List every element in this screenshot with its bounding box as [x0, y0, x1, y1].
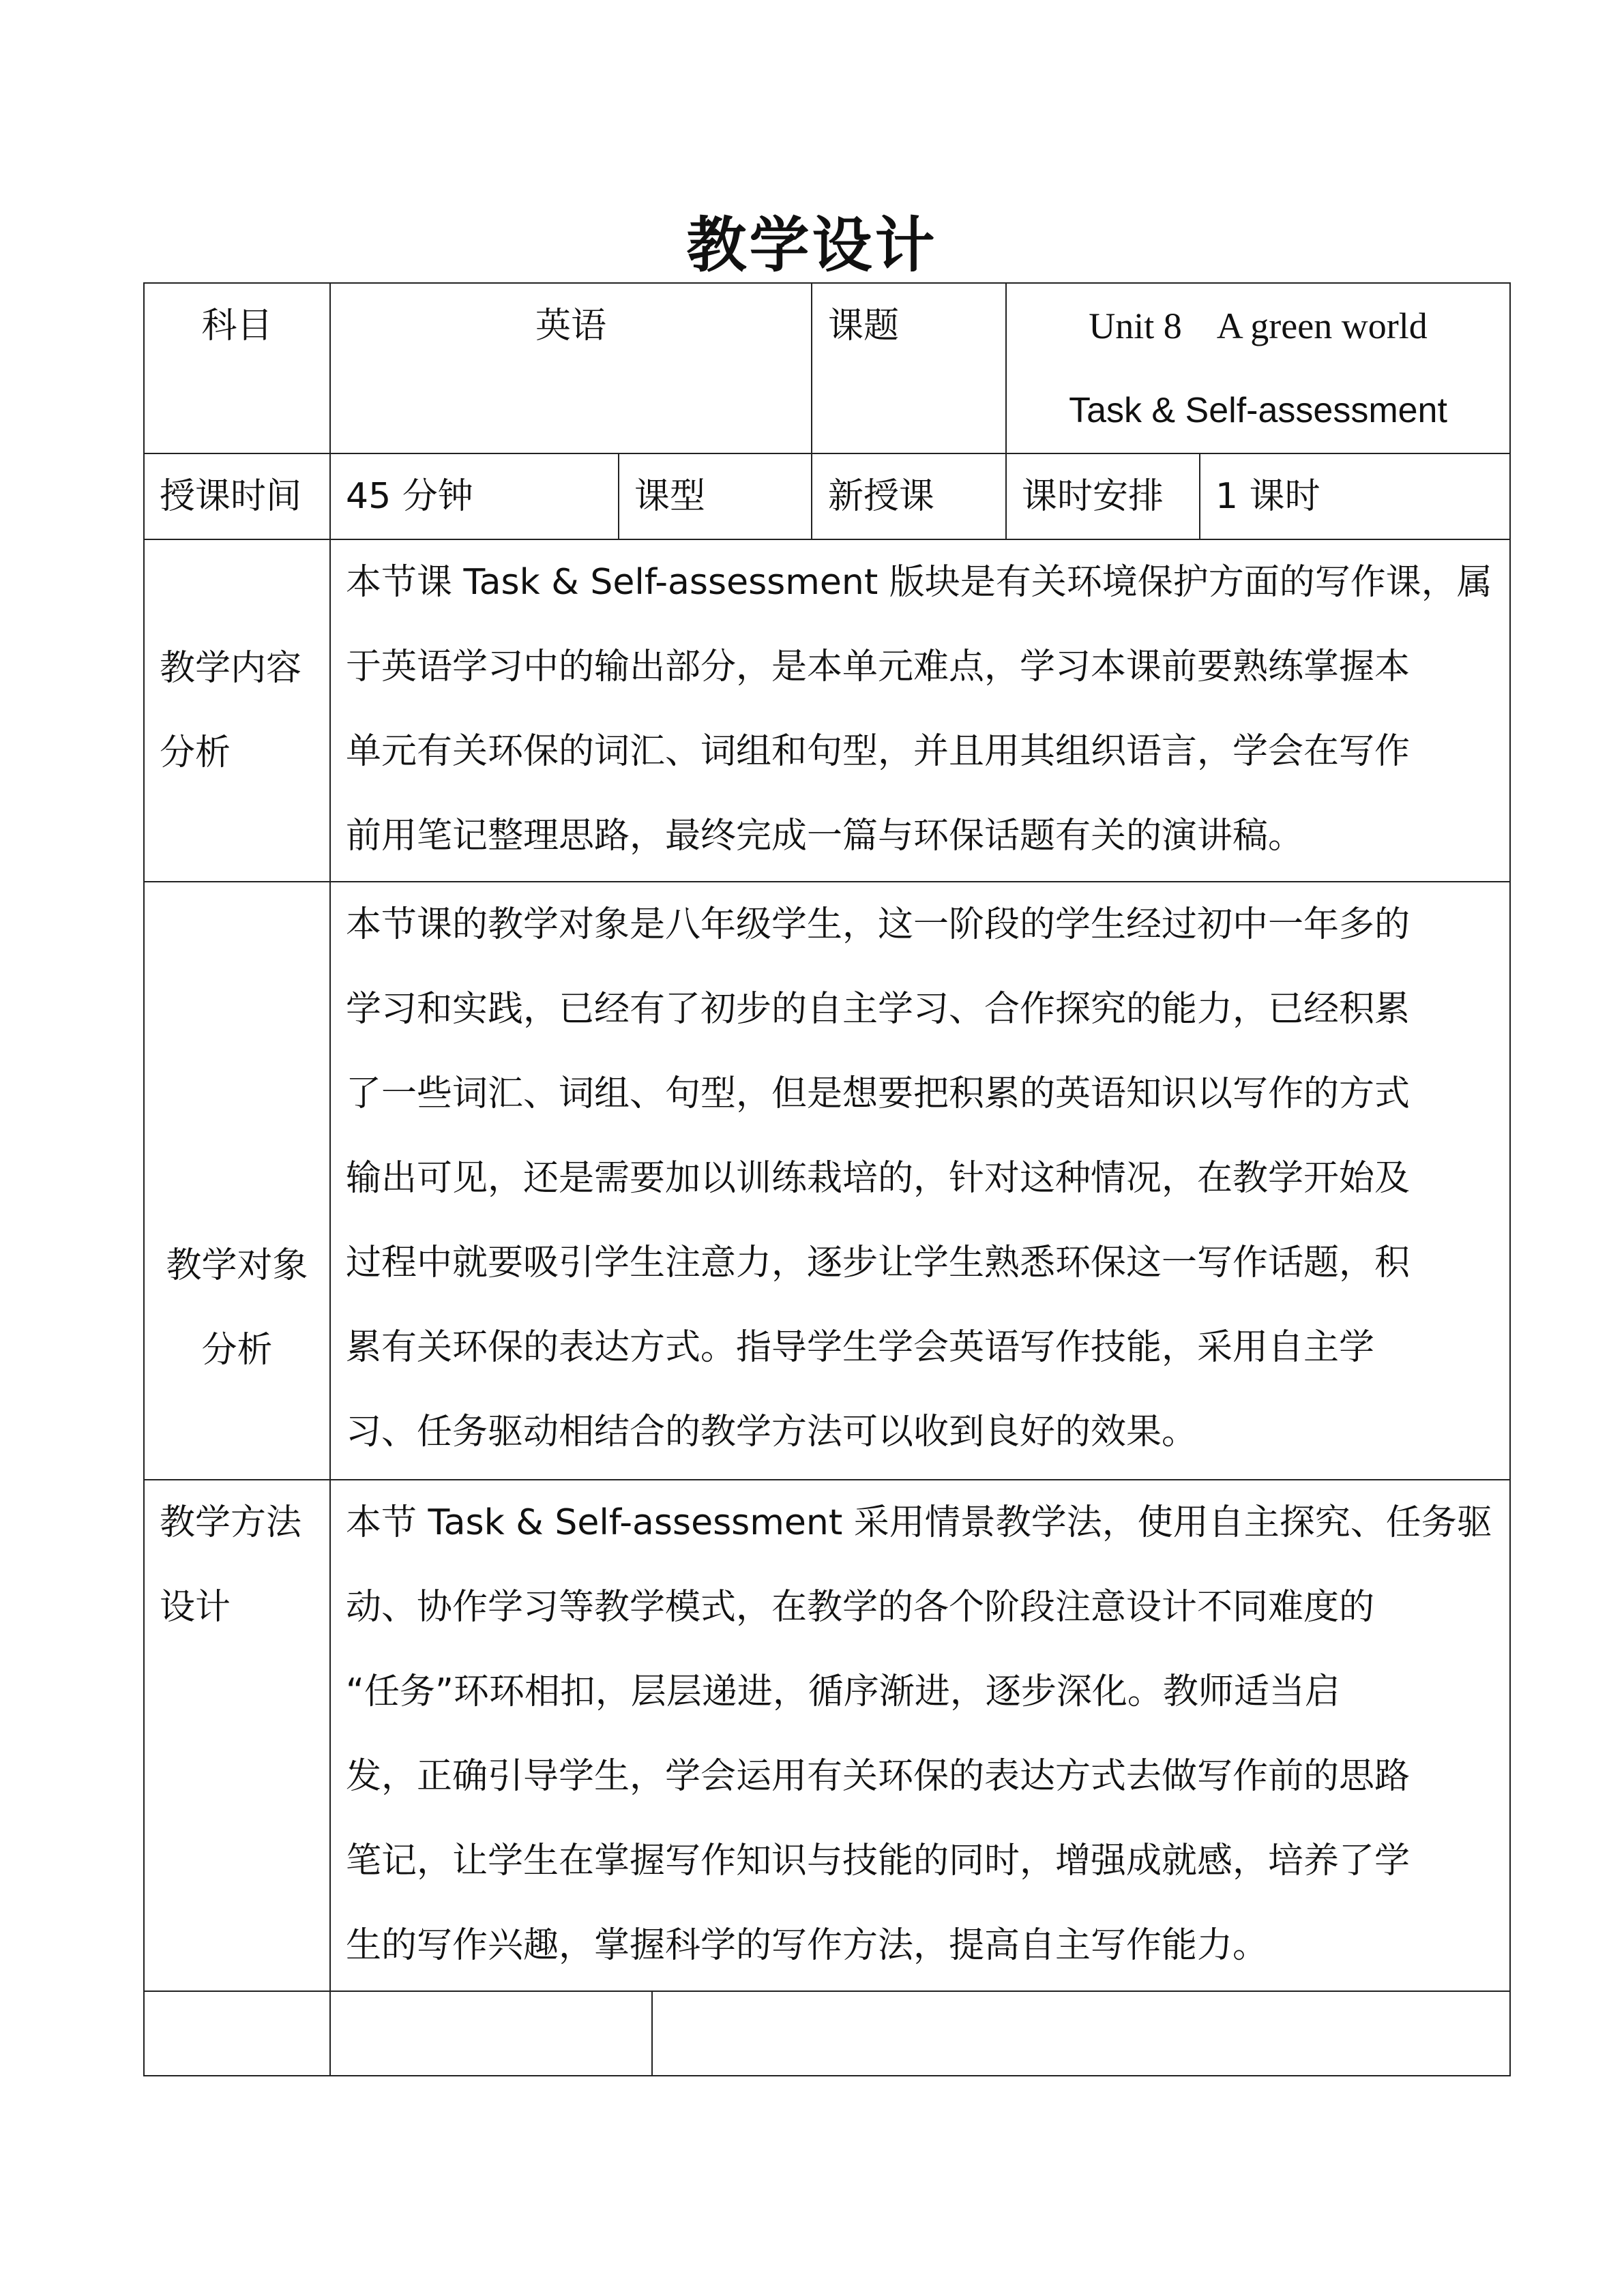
column-divider: [651, 1991, 653, 2076]
paragraph-line: 累有关环保的表达方式。指导学生学会英语写作技能，采用自主学: [346, 1327, 1375, 1368]
type-label: 课型: [634, 476, 706, 517]
column-divider: [1199, 453, 1200, 539]
page-title: 教学设计: [686, 210, 938, 280]
time-value: 45 分钟: [346, 476, 473, 517]
paragraph-line: 本节课 Task & Self-assessment 版块是有关环境保护方面的写作课，属: [346, 562, 1492, 603]
paragraph-line: 过程中就要吸引学生注意力，逐步让学生熟悉环保这一写作话题，积: [346, 1242, 1411, 1283]
paragraph-line: 学习和实践，已经有了初步的自主学习、合作探究的能力，已经积累: [346, 989, 1411, 1030]
paragraph-line: 于英语学习中的输出部分，是本单元难点，学习本课前要熟练掌握本: [346, 646, 1411, 687]
time-label: 授课时间: [160, 476, 302, 517]
method-design-label-cont: 设计: [160, 1587, 231, 1628]
paragraph-line: 了一些词汇、词组、句型，但是想要把积累的英语知识以写作的方式: [346, 1073, 1411, 1114]
audience-analysis-label-cont: 分析: [201, 1330, 273, 1371]
subject-value: 英语: [535, 305, 606, 346]
row-divider: [143, 1991, 1511, 1992]
column-divider: [329, 282, 331, 2076]
schedule-label: 课时安排: [1022, 476, 1164, 517]
topic-unit-title: Unit 8 A green world: [1089, 305, 1428, 346]
paragraph-line: 输出可见，还是需要加以训练栽培的，针对这种情况，在教学开始及: [346, 1158, 1411, 1199]
audience-analysis-text: [346, 882, 1498, 1474]
column-divider: [618, 453, 619, 539]
paragraph-line: “任务”环环相扣，层层递进，循序渐进，逐步深化。教师适当启: [346, 1671, 1340, 1712]
method-design-text: [346, 1480, 1498, 1988]
paragraph-line: 生的写作兴趣，掌握科学的写作方法，提高自主写作能力。: [346, 1925, 1269, 1966]
paragraph-line: 发，正确引导学生，学会运用有关环保的表达方式去做写作前的思路: [346, 1756, 1411, 1797]
audience-analysis-label: 教学对象: [166, 1245, 308, 1286]
paragraph-line: 本节课的教学对象是八年级学生，这一阶段的学生经过初中一年多的: [346, 904, 1411, 945]
content-analysis-label: 教学内容: [160, 648, 302, 689]
topic-label: 课题: [828, 305, 900, 346]
paragraph-line: 笔记，让学生在掌握写作知识与技能的同时，增强成就感，培养了学: [346, 1840, 1411, 1881]
paragraph-line: 前用笔记整理思路，最终完成一篇与环保话题有关的演讲稿。: [346, 816, 1304, 856]
schedule-value: 1 课时: [1215, 476, 1320, 517]
column-divider: [811, 282, 812, 539]
paragraph-line: 单元有关环保的词汇、词组和句型，并且用其组织语言，学会在写作: [346, 731, 1411, 772]
method-design-label: 教学方法: [160, 1502, 302, 1543]
topic-section-title: Task & Self-assessment: [1069, 391, 1447, 430]
type-value: 新授课: [828, 476, 935, 517]
paragraph-line: 习、任务驱动相结合的教学方法可以收到良好的效果。: [346, 1412, 1198, 1452]
paragraph-line: 本节 Task & Self-assessment 采用情景教学法，使用自主探究、任务驱: [346, 1502, 1492, 1543]
subject-label: 科目: [201, 305, 273, 346]
content-analysis-label-cont: 分析: [160, 732, 231, 773]
content-analysis-text: [346, 540, 1498, 878]
paragraph-line: 动、协作学习等教学模式，在教学的各个阶段注意设计不同难度的: [346, 1587, 1375, 1628]
